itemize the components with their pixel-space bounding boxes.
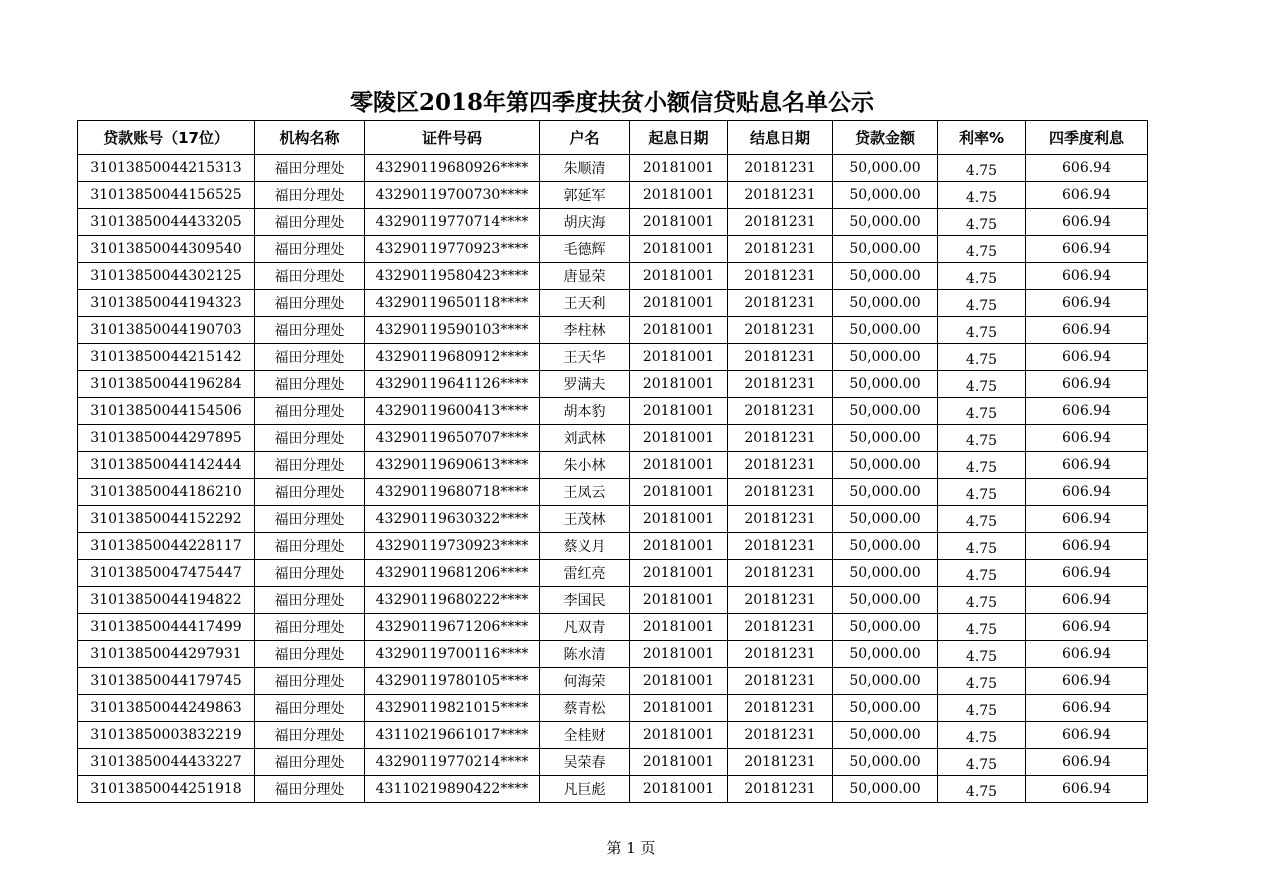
account-cell: 31013850044228117 xyxy=(78,533,255,560)
page-number: 第 1 页 xyxy=(606,839,656,857)
institution-cell: 福田分理处 xyxy=(255,722,365,749)
table-row xyxy=(78,479,1148,506)
column-header-settle-date: 结息日期 xyxy=(728,121,833,155)
account-name-cell: 刘武林 xyxy=(540,425,630,452)
id-number-cell: 43290119681206**** xyxy=(365,560,540,587)
id-number-cell: 43290119730923**** xyxy=(365,533,540,560)
id-number-cell: 43290119770923**** xyxy=(365,236,540,263)
table-row xyxy=(78,533,1148,560)
q4-interest-cell: 606.94 xyxy=(1026,263,1148,290)
account-cell: 31013850003832219 xyxy=(78,722,255,749)
account-name-cell: 蔡青松 xyxy=(540,695,630,722)
id-number-cell: 43290119700116**** xyxy=(365,641,540,668)
start-date-cell: 20181001 xyxy=(630,695,728,722)
start-date-cell: 20181001 xyxy=(630,371,728,398)
rate-cell: 4.75 xyxy=(938,776,1026,803)
institution-cell: 福田分理处 xyxy=(255,560,365,587)
account-cell: 31013850044194822 xyxy=(78,587,255,614)
account-name-cell: 全桂财 xyxy=(540,722,630,749)
institution-cell: 福田分理处 xyxy=(255,236,365,263)
institution-cell: 福田分理处 xyxy=(255,479,365,506)
loan-amount-cell: 50,000.00 xyxy=(833,290,938,317)
loan-amount-cell: 50,000.00 xyxy=(833,182,938,209)
settle-date-cell: 20181231 xyxy=(728,344,833,371)
loan-amount-cell: 50,000.00 xyxy=(833,722,938,749)
rate-cell: 4.75 xyxy=(938,344,1026,371)
settle-date-cell: 20181231 xyxy=(728,533,833,560)
q4-interest-cell: 606.94 xyxy=(1026,749,1148,776)
loan-amount-cell: 50,000.00 xyxy=(833,776,938,803)
start-date-cell: 20181001 xyxy=(630,290,728,317)
account-cell: 31013850044156525 xyxy=(78,182,255,209)
institution-cell: 福田分理处 xyxy=(255,587,365,614)
start-date-cell: 20181001 xyxy=(630,425,728,452)
id-number-cell: 43290119680718**** xyxy=(365,479,540,506)
id-number-cell: 43110219890422**** xyxy=(365,776,540,803)
table-row xyxy=(78,722,1148,749)
account-name-cell: 毛德辉 xyxy=(540,236,630,263)
column-header-loan-amount: 贷款金额 xyxy=(833,121,938,155)
start-date-cell: 20181001 xyxy=(630,587,728,614)
loan-amount-cell: 50,000.00 xyxy=(833,452,938,479)
institution-cell: 福田分理处 xyxy=(255,182,365,209)
settle-date-cell: 20181231 xyxy=(728,479,833,506)
table-row xyxy=(78,776,1148,803)
settle-date-cell: 20181231 xyxy=(728,668,833,695)
table-row xyxy=(78,209,1148,236)
loan-amount-cell: 50,000.00 xyxy=(833,425,938,452)
account-cell: 31013850044309540 xyxy=(78,236,255,263)
account-cell: 31013850044196284 xyxy=(78,371,255,398)
q4-interest-cell: 606.94 xyxy=(1026,695,1148,722)
id-number-cell: 43290119690613**** xyxy=(365,452,540,479)
settle-date-cell: 20181231 xyxy=(728,749,833,776)
settle-date-cell: 20181231 xyxy=(728,506,833,533)
id-number-cell: 43290119780105**** xyxy=(365,668,540,695)
q4-interest-cell: 606.94 xyxy=(1026,776,1148,803)
loan-amount-cell: 50,000.00 xyxy=(833,614,938,641)
table-row xyxy=(78,452,1148,479)
account-name-cell: 郭延军 xyxy=(540,182,630,209)
institution-cell: 福田分理处 xyxy=(255,398,365,425)
q4-interest-cell: 606.94 xyxy=(1026,182,1148,209)
id-number-cell: 43290119600413**** xyxy=(365,398,540,425)
loan-amount-cell: 50,000.00 xyxy=(833,344,938,371)
institution-cell: 福田分理处 xyxy=(255,776,365,803)
loan-amount-cell: 50,000.00 xyxy=(833,398,938,425)
table-row xyxy=(78,182,1148,209)
start-date-cell: 20181001 xyxy=(630,155,728,182)
id-number-cell: 43290119821015**** xyxy=(365,695,540,722)
account-name-cell: 吴荣春 xyxy=(540,749,630,776)
settle-date-cell: 20181231 xyxy=(728,236,833,263)
loan-amount-cell: 50,000.00 xyxy=(833,236,938,263)
account-name-cell: 何海荣 xyxy=(540,668,630,695)
loan-amount-cell: 50,000.00 xyxy=(833,506,938,533)
account-cell: 31013850044194323 xyxy=(78,290,255,317)
table-row xyxy=(78,641,1148,668)
institution-cell: 福田分理处 xyxy=(255,695,365,722)
column-header-id-number: 证件号码 xyxy=(365,121,540,155)
start-date-cell: 20181001 xyxy=(630,506,728,533)
start-date-cell: 20181001 xyxy=(630,560,728,587)
table-row xyxy=(78,398,1148,425)
settle-date-cell: 20181231 xyxy=(728,371,833,398)
table-row xyxy=(78,344,1148,371)
account-name-cell: 陈水清 xyxy=(540,641,630,668)
q4-interest-cell: 606.94 xyxy=(1026,506,1148,533)
settle-date-cell: 20181231 xyxy=(728,722,833,749)
account-cell: 31013850044186210 xyxy=(78,479,255,506)
table-row xyxy=(78,236,1148,263)
settle-date-cell: 20181231 xyxy=(728,182,833,209)
q4-interest-cell: 606.94 xyxy=(1026,290,1148,317)
table-row xyxy=(78,290,1148,317)
account-cell: 31013850044152292 xyxy=(78,506,255,533)
page-title: 零陵区2018年第四季度扶贫小额信贷贴息名单公示 xyxy=(349,89,874,116)
start-date-cell: 20181001 xyxy=(630,317,728,344)
loan-amount-cell: 50,000.00 xyxy=(833,749,938,776)
account-name-cell: 李国民 xyxy=(540,587,630,614)
rate-cell: 4.75 xyxy=(938,209,1026,236)
table-row xyxy=(78,263,1148,290)
account-name-cell: 凡巨彪 xyxy=(540,776,630,803)
account-cell: 31013850044433205 xyxy=(78,209,255,236)
account-name-cell: 罗满夫 xyxy=(540,371,630,398)
id-number-cell: 43290119590103**** xyxy=(365,317,540,344)
table-row xyxy=(78,317,1148,344)
start-date-cell: 20181001 xyxy=(630,398,728,425)
table-row xyxy=(78,749,1148,776)
institution-cell: 福田分理处 xyxy=(255,263,365,290)
loan-amount-cell: 50,000.00 xyxy=(833,209,938,236)
start-date-cell: 20181001 xyxy=(630,209,728,236)
account-name-cell: 朱顺清 xyxy=(540,155,630,182)
start-date-cell: 20181001 xyxy=(630,182,728,209)
start-date-cell: 20181001 xyxy=(630,668,728,695)
table-header-row xyxy=(78,121,1148,155)
rate-cell: 4.75 xyxy=(938,533,1026,560)
table-row xyxy=(78,425,1148,452)
settle-date-cell: 20181231 xyxy=(728,560,833,587)
table-row xyxy=(78,560,1148,587)
id-number-cell: 43290119650118**** xyxy=(365,290,540,317)
settle-date-cell: 20181231 xyxy=(728,263,833,290)
account-name-cell: 雷红亮 xyxy=(540,560,630,587)
loan-amount-cell: 50,000.00 xyxy=(833,155,938,182)
id-number-cell: 43290119770214**** xyxy=(365,749,540,776)
start-date-cell: 20181001 xyxy=(630,641,728,668)
account-cell: 31013850044142444 xyxy=(78,452,255,479)
settle-date-cell: 20181231 xyxy=(728,614,833,641)
account-name-cell: 胡本豹 xyxy=(540,398,630,425)
loan-amount-cell: 50,000.00 xyxy=(833,533,938,560)
rate-cell: 4.75 xyxy=(938,749,1026,776)
account-cell: 31013850044215142 xyxy=(78,344,255,371)
account-cell: 31013850044251918 xyxy=(78,776,255,803)
id-number-cell: 43290119580423**** xyxy=(365,263,540,290)
institution-cell: 福田分理处 xyxy=(255,425,365,452)
rate-cell: 4.75 xyxy=(938,155,1026,182)
account-cell: 31013850044302125 xyxy=(78,263,255,290)
id-number-cell: 43290119630322**** xyxy=(365,506,540,533)
start-date-cell: 20181001 xyxy=(630,236,728,263)
account-cell: 31013850044417499 xyxy=(78,614,255,641)
account-name-cell: 朱小林 xyxy=(540,452,630,479)
rate-cell: 4.75 xyxy=(938,236,1026,263)
id-number-cell: 43290119770714**** xyxy=(365,209,540,236)
loan-amount-cell: 50,000.00 xyxy=(833,560,938,587)
rate-cell: 4.75 xyxy=(938,506,1026,533)
loan-amount-cell: 50,000.00 xyxy=(833,263,938,290)
institution-cell: 福田分理处 xyxy=(255,668,365,695)
rate-cell: 4.75 xyxy=(938,263,1026,290)
q4-interest-cell: 606.94 xyxy=(1026,371,1148,398)
q4-interest-cell: 606.94 xyxy=(1026,479,1148,506)
settle-date-cell: 20181231 xyxy=(728,155,833,182)
id-number-cell: 43290119671206**** xyxy=(365,614,540,641)
rate-cell: 4.75 xyxy=(938,371,1026,398)
settle-date-cell: 20181231 xyxy=(728,425,833,452)
institution-cell: 福田分理处 xyxy=(255,641,365,668)
loan-amount-cell: 50,000.00 xyxy=(833,695,938,722)
rate-cell: 4.75 xyxy=(938,668,1026,695)
q4-interest-cell: 606.94 xyxy=(1026,614,1148,641)
account-cell: 31013850044154506 xyxy=(78,398,255,425)
institution-cell: 福田分理处 xyxy=(255,533,365,560)
q4-interest-cell: 606.94 xyxy=(1026,641,1148,668)
account-cell: 31013850044297895 xyxy=(78,425,255,452)
table-row xyxy=(78,371,1148,398)
account-cell: 31013850044190703 xyxy=(78,317,255,344)
table-row xyxy=(78,506,1148,533)
rate-cell: 4.75 xyxy=(938,614,1026,641)
settle-date-cell: 20181231 xyxy=(728,317,833,344)
id-number-cell: 43290119641126**** xyxy=(365,371,540,398)
loan-amount-cell: 50,000.00 xyxy=(833,479,938,506)
settle-date-cell: 20181231 xyxy=(728,776,833,803)
rate-cell: 4.75 xyxy=(938,317,1026,344)
id-number-cell: 43290119650707**** xyxy=(365,425,540,452)
rate-cell: 4.75 xyxy=(938,398,1026,425)
q4-interest-cell: 606.94 xyxy=(1026,425,1148,452)
settle-date-cell: 20181231 xyxy=(728,641,833,668)
id-number-cell: 43290119680926**** xyxy=(365,155,540,182)
account-cell: 31013850044433227 xyxy=(78,749,255,776)
account-name-cell: 王凤云 xyxy=(540,479,630,506)
q4-interest-cell: 606.94 xyxy=(1026,344,1148,371)
table-row xyxy=(78,695,1148,722)
account-name-cell: 李柱林 xyxy=(540,317,630,344)
column-header-institution: 机构名称 xyxy=(255,121,365,155)
institution-cell: 福田分理处 xyxy=(255,155,365,182)
q4-interest-cell: 606.94 xyxy=(1026,209,1148,236)
q4-interest-cell: 606.94 xyxy=(1026,587,1148,614)
rate-cell: 4.75 xyxy=(938,641,1026,668)
table-row xyxy=(78,155,1148,182)
start-date-cell: 20181001 xyxy=(630,263,728,290)
account-name-cell: 王茂林 xyxy=(540,506,630,533)
account-name-cell: 王天利 xyxy=(540,290,630,317)
institution-cell: 福田分理处 xyxy=(255,749,365,776)
q4-interest-cell: 606.94 xyxy=(1026,533,1148,560)
loan-amount-cell: 50,000.00 xyxy=(833,668,938,695)
settle-date-cell: 20181231 xyxy=(728,587,833,614)
q4-interest-cell: 606.94 xyxy=(1026,155,1148,182)
institution-cell: 福田分理处 xyxy=(255,506,365,533)
start-date-cell: 20181001 xyxy=(630,614,728,641)
table-row xyxy=(78,668,1148,695)
q4-interest-cell: 606.94 xyxy=(1026,668,1148,695)
institution-cell: 福田分理处 xyxy=(255,290,365,317)
start-date-cell: 20181001 xyxy=(630,344,728,371)
start-date-cell: 20181001 xyxy=(630,533,728,560)
q4-interest-cell: 606.94 xyxy=(1026,398,1148,425)
start-date-cell: 20181001 xyxy=(630,479,728,506)
q4-interest-cell: 606.94 xyxy=(1026,236,1148,263)
settle-date-cell: 20181231 xyxy=(728,290,833,317)
start-date-cell: 20181001 xyxy=(630,722,728,749)
account-cell: 31013850044179745 xyxy=(78,668,255,695)
account-name-cell: 凡双青 xyxy=(540,614,630,641)
loan-amount-cell: 50,000.00 xyxy=(833,587,938,614)
rate-cell: 4.75 xyxy=(938,695,1026,722)
rate-cell: 4.75 xyxy=(938,290,1026,317)
table-row xyxy=(78,587,1148,614)
column-header-rate: 利率% xyxy=(938,121,1026,155)
account-name-cell: 唐显荣 xyxy=(540,263,630,290)
q4-interest-cell: 606.94 xyxy=(1026,722,1148,749)
start-date-cell: 20181001 xyxy=(630,452,728,479)
table-row xyxy=(78,614,1148,641)
account-cell: 31013850044297931 xyxy=(78,641,255,668)
id-number-cell: 43290119680912**** xyxy=(365,344,540,371)
q4-interest-cell: 606.94 xyxy=(1026,317,1148,344)
table-body xyxy=(78,155,1148,803)
column-header-start-date: 起息日期 xyxy=(630,121,728,155)
rate-cell: 4.75 xyxy=(938,479,1026,506)
loan-amount-cell: 50,000.00 xyxy=(833,641,938,668)
institution-cell: 福田分理处 xyxy=(255,452,365,479)
column-header-account: 贷款账号（17位） xyxy=(78,121,255,155)
settle-date-cell: 20181231 xyxy=(728,695,833,722)
rate-cell: 4.75 xyxy=(938,182,1026,209)
settle-date-cell: 20181231 xyxy=(728,452,833,479)
q4-interest-cell: 606.94 xyxy=(1026,560,1148,587)
account-name-cell: 王天华 xyxy=(540,344,630,371)
id-number-cell: 43110219661017**** xyxy=(365,722,540,749)
column-header-account-name: 户名 xyxy=(540,121,630,155)
rate-cell: 4.75 xyxy=(938,722,1026,749)
loan-subsidy-table xyxy=(77,120,1148,803)
rate-cell: 4.75 xyxy=(938,560,1026,587)
account-name-cell: 胡庆海 xyxy=(540,209,630,236)
account-cell: 31013850047475447 xyxy=(78,560,255,587)
loan-amount-cell: 50,000.00 xyxy=(833,371,938,398)
rate-cell: 4.75 xyxy=(938,425,1026,452)
loan-amount-cell: 50,000.00 xyxy=(833,317,938,344)
settle-date-cell: 20181231 xyxy=(728,398,833,425)
start-date-cell: 20181001 xyxy=(630,749,728,776)
account-cell: 31013850044215313 xyxy=(78,155,255,182)
institution-cell: 福田分理处 xyxy=(255,209,365,236)
start-date-cell: 20181001 xyxy=(630,776,728,803)
institution-cell: 福田分理处 xyxy=(255,317,365,344)
rate-cell: 4.75 xyxy=(938,452,1026,479)
q4-interest-cell: 606.94 xyxy=(1026,452,1148,479)
column-header-q4-interest: 四季度利息 xyxy=(1026,121,1148,155)
settle-date-cell: 20181231 xyxy=(728,209,833,236)
rate-cell: 4.75 xyxy=(938,587,1026,614)
id-number-cell: 43290119680222**** xyxy=(365,587,540,614)
institution-cell: 福田分理处 xyxy=(255,371,365,398)
institution-cell: 福田分理处 xyxy=(255,614,365,641)
account-name-cell: 蔡义月 xyxy=(540,533,630,560)
account-cell: 31013850044249863 xyxy=(78,695,255,722)
id-number-cell: 43290119700730**** xyxy=(365,182,540,209)
institution-cell: 福田分理处 xyxy=(255,344,365,371)
